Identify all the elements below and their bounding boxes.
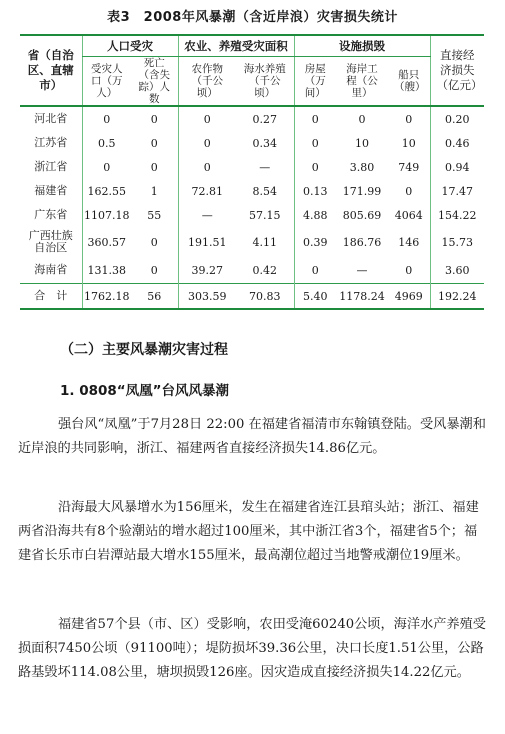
cell: 0 bbox=[150, 263, 158, 277]
cell: 0.27 bbox=[252, 112, 277, 126]
cell: 0.42 bbox=[252, 263, 277, 277]
total-row bbox=[20, 284, 484, 310]
group-header: 人口受灾 bbox=[82, 35, 178, 57]
total-label: 合 计 bbox=[20, 284, 82, 310]
disaster-loss-table bbox=[20, 34, 484, 310]
cell: 1178.24 bbox=[336, 284, 388, 310]
cell: 10 bbox=[355, 136, 369, 150]
group-header: 农业、养殖受灾面积 bbox=[178, 35, 294, 57]
group-header: 设施损毁 bbox=[294, 35, 430, 57]
paragraph-text: 强台风“凤凰”于7月28日 22:00 在福建省福清市东翰镇登陆。受风暴潮和近岸浪的共同影响，浙江、福建两省直接经济损失14.86亿元。 bbox=[18, 417, 486, 456]
cell: 4.88 bbox=[294, 203, 336, 227]
cell: 10 bbox=[401, 136, 416, 150]
paragraph bbox=[18, 496, 488, 568]
paragraph bbox=[18, 613, 488, 685]
cell: 0 bbox=[178, 155, 236, 179]
province-name: 海南省 bbox=[34, 263, 68, 276]
cell: 72.81 bbox=[178, 179, 236, 203]
table-row bbox=[20, 131, 484, 155]
column-header: 海岸工程（公里） bbox=[336, 57, 388, 107]
cell: 1 bbox=[150, 184, 158, 198]
cell: 8.54 bbox=[252, 184, 277, 198]
table-caption: 表3 2008年风暴潮（含近岸浪）灾害损失统计 bbox=[107, 10, 398, 25]
cell: 0 bbox=[150, 136, 158, 150]
province-name: 江苏省 bbox=[34, 136, 68, 149]
cell: 5.40 bbox=[294, 284, 336, 310]
section-heading: （二）主要风暴潮灾害过程 bbox=[60, 342, 228, 358]
cell: 154.22 bbox=[430, 203, 484, 227]
cell: 0.94 bbox=[430, 155, 484, 179]
cell: 0.39 bbox=[294, 227, 336, 257]
column-header: 死亡（含失踪）人数 bbox=[131, 57, 178, 107]
cell: 0.20 bbox=[430, 106, 484, 131]
cell: 0 bbox=[178, 131, 236, 155]
cell: 3.80 bbox=[349, 160, 375, 174]
cell: 4.11 bbox=[252, 235, 277, 249]
cell: 131.38 bbox=[82, 257, 131, 284]
table-row bbox=[20, 179, 484, 203]
cell: 0 bbox=[405, 263, 413, 277]
cell: 0 bbox=[294, 155, 336, 179]
row-header: 省（自治区、直辖市） bbox=[20, 35, 82, 106]
province-name: 广西壮族自治区 bbox=[28, 229, 73, 254]
cell: 749 bbox=[398, 160, 420, 174]
paragraph-text: 福建省57个县（市、区）受影响，农田受淹60240公顷，海洋水产养殖受损面积7450公顷（91100吨）；堤防损坏39.36公里，决口长度1.51公里，公路路基毁坏114.08公里，塘坝损毁126座。因灾造成直接经济损失14.22亿元。 bbox=[18, 617, 486, 680]
column-header: 海水养殖（千公顷） bbox=[236, 57, 294, 107]
cell: 0 bbox=[178, 106, 236, 131]
cell: 0.5 bbox=[82, 131, 131, 155]
cell: — bbox=[356, 263, 368, 277]
province-name: 福建省 bbox=[34, 184, 68, 197]
cell: 360.57 bbox=[82, 227, 131, 257]
cell: 57.15 bbox=[249, 208, 281, 222]
cell: — bbox=[178, 203, 236, 227]
cell: 0.46 bbox=[430, 131, 484, 155]
cell: 0.13 bbox=[294, 179, 336, 203]
cell: 171.99 bbox=[342, 184, 382, 198]
table-row bbox=[20, 203, 484, 227]
column-header: 农作物（千公顷） bbox=[178, 57, 236, 107]
cell: 0 bbox=[405, 184, 413, 198]
table-row bbox=[20, 155, 484, 179]
cell: 4969 bbox=[388, 284, 430, 310]
cell: 162.55 bbox=[82, 179, 131, 203]
cell: 1107.18 bbox=[82, 203, 131, 227]
cell: 1762.18 bbox=[82, 284, 131, 310]
column-header: 受灾人口（万人） bbox=[82, 57, 131, 107]
cell: 303.59 bbox=[178, 284, 236, 310]
cell: 4064 bbox=[394, 208, 423, 222]
table-row bbox=[20, 257, 484, 284]
cell: 192.24 bbox=[430, 284, 484, 310]
province-name: 浙江省 bbox=[34, 160, 68, 173]
cell: 0 bbox=[150, 235, 158, 249]
cell: 191.51 bbox=[178, 227, 236, 257]
cell: 55 bbox=[147, 208, 162, 222]
cell: 0 bbox=[405, 112, 413, 126]
cell: 0 bbox=[82, 106, 131, 131]
column-header: 房屋（万间） bbox=[294, 57, 336, 107]
cell: 0.34 bbox=[252, 136, 277, 150]
cell: — bbox=[259, 160, 271, 174]
table-row bbox=[20, 227, 484, 257]
cell: 39.27 bbox=[178, 257, 236, 284]
cell: 186.76 bbox=[342, 235, 382, 249]
column-header: 船只（艘） bbox=[388, 57, 430, 107]
cell: 0 bbox=[82, 155, 131, 179]
cell: 0 bbox=[150, 160, 158, 174]
table-row bbox=[20, 106, 484, 131]
cell: 70.83 bbox=[236, 284, 294, 310]
cell: 0 bbox=[294, 106, 336, 131]
cell: 146 bbox=[398, 235, 420, 249]
cell: 0 bbox=[358, 112, 366, 126]
cell: 805.69 bbox=[342, 208, 382, 222]
province-name: 河北省 bbox=[34, 112, 68, 125]
cell: 0 bbox=[294, 257, 336, 284]
cell: 56 bbox=[131, 284, 178, 310]
group-header: 直接经济损失（亿元） bbox=[430, 35, 484, 106]
cell: 17.47 bbox=[430, 179, 484, 203]
paragraph-text: 沿海最大风暴增水为156厘米，发生在福建省连江县琯头站；浙江、福建两省沿海共有8个验潮站的增水超过100厘米，其中浙江省3个，福建省5个；福建省长乐市白岩潭站最大增水155厘米，最高潮位超过当地警戒潮位19厘米。 bbox=[18, 500, 479, 563]
paragraph bbox=[18, 413, 488, 461]
subsection-heading: 1. 0808“凤凰”台风风暴潮 bbox=[60, 383, 230, 399]
cell: 0 bbox=[294, 131, 336, 155]
province-name: 广东省 bbox=[34, 208, 68, 221]
cell: 3.60 bbox=[430, 257, 484, 284]
cell: 15.73 bbox=[430, 227, 484, 257]
cell: 0 bbox=[150, 112, 158, 126]
